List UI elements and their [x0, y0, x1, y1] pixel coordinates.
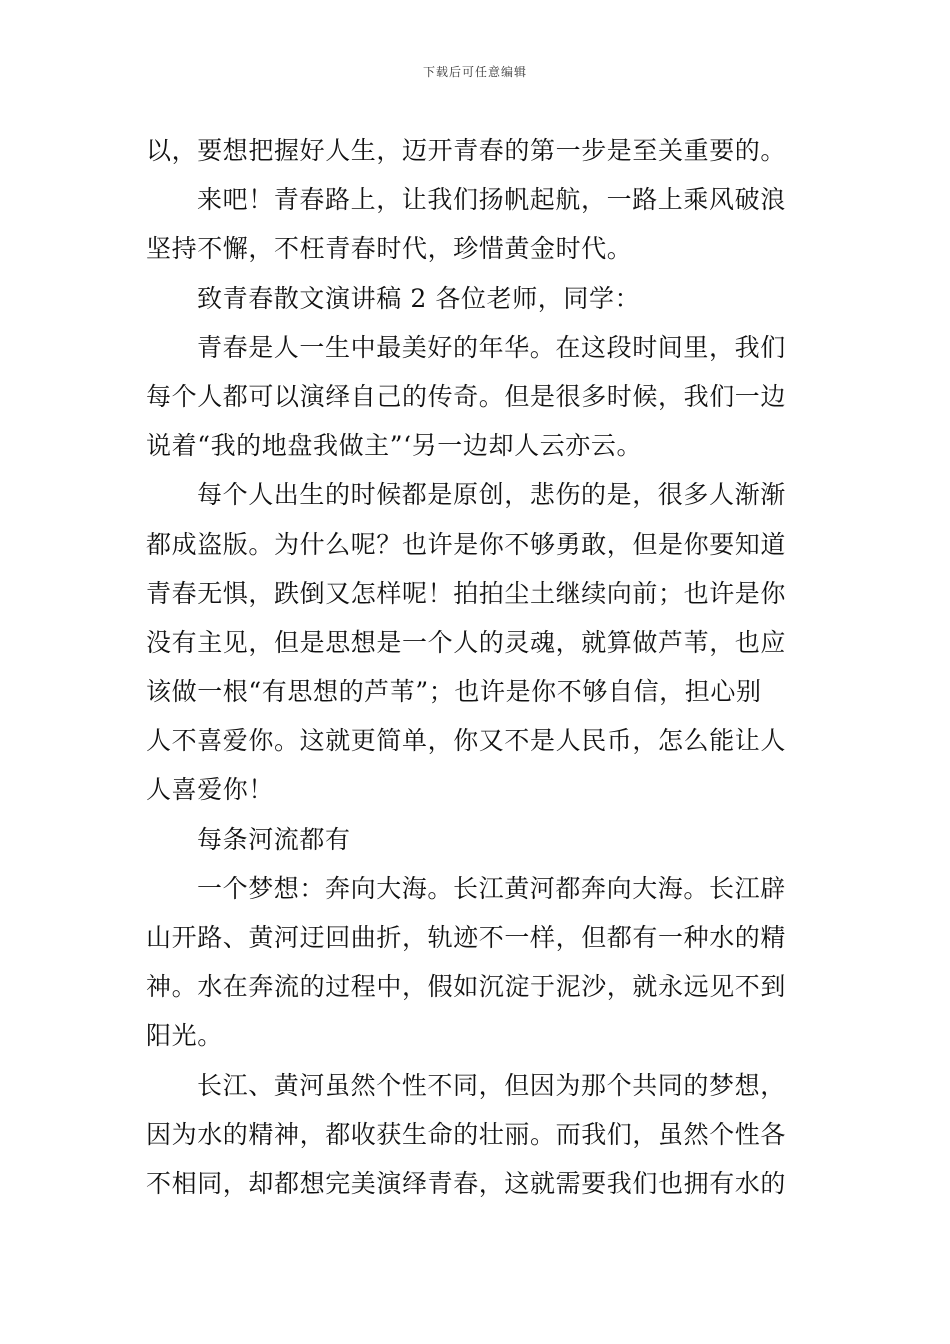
text-line: 青春无惧，跌倒又怎样呢！拍拍尘土继续向前；也许是你	[146, 578, 787, 608]
text-line: 每条河流都有	[197, 824, 351, 854]
text-line: 都成盗版。为什么呢？也许是你不够勇敢，但是你要知道	[146, 529, 787, 559]
text-line: 人喜爱你！	[146, 775, 275, 805]
text-line: 来吧！青春路上，让我们扬帆起航，一路上乘风破浪	[197, 185, 786, 215]
text-line: 神。水在奔流的过程中，假如沉淀于泥沙，就永远见不到	[146, 972, 787, 1002]
text-line: 青春是人一生中最美好的年华。在这段时间里，我们	[197, 332, 786, 362]
text-line: 长江、黄河虽然个性不同，但因为那个共同的梦想，	[197, 1070, 786, 1100]
text-line: 坚持不懈，不枉青春时代，珍惜黄金时代。	[146, 234, 633, 264]
text-line: 该做一根“有思想的芦苇”；也许是你不够自信，担心别	[146, 677, 762, 707]
text-line: 不相同，却都想完美演绎青春，这就需要我们也拥有水的	[146, 1168, 787, 1198]
document-body	[146, 126, 810, 1208]
text-line: 人不喜爱你。这就更简单，你又不是人民币，怎么能让人	[146, 726, 787, 756]
text-line: 阳光。	[146, 1021, 223, 1051]
text-line: 没有主见，但是思想是一个人的灵魂，就算做芦苇，也应	[146, 627, 787, 657]
text-line: 以，要想把握好人生，迈开青春的第一步是至关重要的。	[146, 136, 787, 165]
text-line: 说着“我的地盘我做主”‘另一边却人云亦云。	[146, 431, 643, 461]
text-line: 山开路、黄河迂回曲折，轨迹不一样，但都有一种水的精	[146, 923, 787, 952]
text-line: 每个人出生的时候都是原创，悲伤的是，很多人渐渐	[197, 480, 786, 510]
text-line: 致青春散文演讲稿 2 各位老师，同学：	[197, 283, 641, 313]
text-line: 一个梦想：奔向大海。长江黄河都奔向大海。长江辟	[197, 873, 786, 903]
text-line: 每个人都可以演绎自己的传奇。但是很多时候，我们一边	[146, 381, 787, 411]
text-line: 因为水的精神，都收获生命的壮丽。而我们，虽然个性各	[146, 1119, 787, 1149]
page-header: 下载后可任意编辑	[422, 65, 527, 79]
